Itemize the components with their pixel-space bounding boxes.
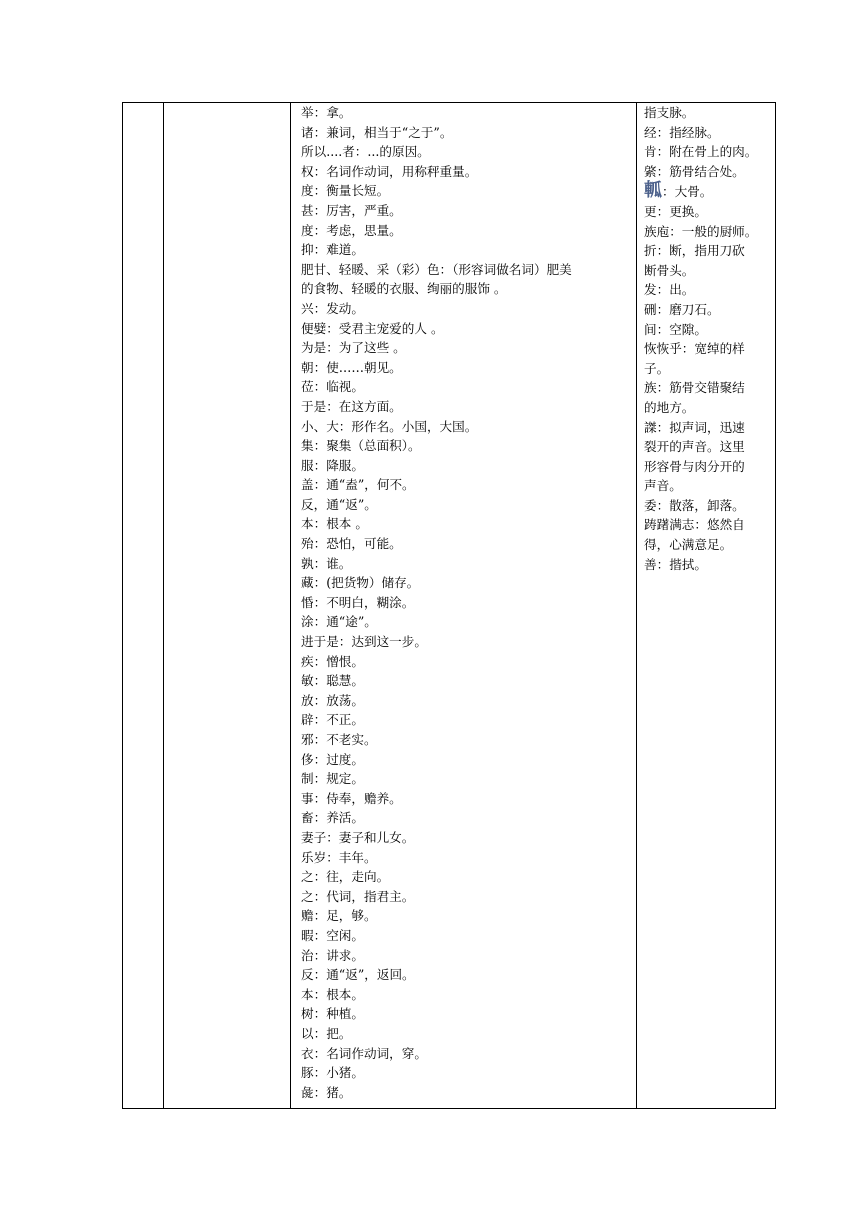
- annotation-line: 莅：临视。: [301, 379, 364, 395]
- annotation-line: 敏：聪慧。: [301, 673, 364, 689]
- annotation-line: 暇：空闲。: [301, 927, 364, 943]
- annotation-line: 进于是：达到这一步。: [301, 634, 427, 650]
- annotation-line: 藏：(把货物）储存。: [301, 575, 420, 591]
- annotation-column-main: [291, 103, 641, 1102]
- annotation-line: 謋：拟声词，迅速: [644, 419, 745, 435]
- annotation-line: 更：更换。: [644, 203, 707, 219]
- annotation-line: 小、大：形作名。小国，大国。: [301, 418, 478, 434]
- annotation-line: 涂：通“途”。: [301, 614, 377, 630]
- annotation-line: 之：往，走向。: [301, 869, 390, 885]
- annotation-line: 硎：磨刀石。: [644, 301, 720, 317]
- annotation-line: 肥甘、轻暖、采（彩）色：（形容词做名词）肥美: [301, 261, 572, 277]
- gu-definition: ：大骨。: [662, 184, 713, 200]
- annotation-line: 所以....者：...的原因。: [301, 144, 430, 160]
- annotation-line: 恢恢乎：宽绰的样: [644, 341, 745, 357]
- annotation-line: 事：侍奉，赡养。: [301, 790, 402, 806]
- annotation-line: 折：断，指用刀砍: [644, 243, 745, 259]
- annotation-line: 得，心满意足。: [644, 537, 733, 553]
- annotation-line: 惛：不明白，糊涂。: [301, 594, 415, 610]
- annotation-line: 指支脉。: [644, 105, 695, 120]
- annotation-line: 族：筋骨交错聚结: [644, 380, 745, 396]
- annotation-line: 裂开的声音。这里: [644, 439, 745, 455]
- annotation-line: 踌躇满志：悠然自: [644, 517, 745, 533]
- annotation-line: 乐岁：丰年。: [301, 849, 377, 865]
- annotation-line: 权：名词作动词，用称秤重量。: [301, 163, 478, 179]
- annotation-line: 肯：附在骨上的肉。: [644, 144, 758, 160]
- annotation-column-side: [637, 103, 776, 574]
- annotation-line: 盖：通“盍”，何不。: [301, 477, 415, 493]
- annotation-line: 赡：足，够。: [301, 908, 377, 924]
- annotation-line: 畜：养活。: [301, 810, 364, 826]
- annotation-line: 抑：难道。: [301, 242, 364, 258]
- annotation-line: 兴：发动。: [301, 300, 364, 316]
- annotation-line: 放：放荡。: [301, 692, 364, 708]
- column-divider: [163, 103, 164, 1108]
- annotation-line: 度：衡量长短。: [301, 183, 390, 199]
- annotation-line: 为是：为了这些 。: [301, 340, 406, 356]
- annotation-line: 经：指经脉。: [644, 124, 720, 140]
- annotation-line: 形容骨与肉分开的: [644, 458, 745, 474]
- annotation-line: 朝：使……朝见。: [301, 359, 402, 375]
- annotation-line: 妻子：妻子和儿女。: [301, 829, 415, 845]
- annotation-line: 间：空隙。: [644, 321, 707, 337]
- annotation-line: 殆：恐怕，可能。: [301, 536, 402, 552]
- annotation-line: 本：根本 。: [301, 516, 368, 532]
- annotation-line: 子。: [644, 360, 670, 376]
- annotation-line: 断骨头。: [644, 262, 695, 278]
- annotation-line: 便嬖：受君主宠爱的人 。: [301, 320, 444, 336]
- annotation-line: 服：降服。: [301, 457, 364, 473]
- annotation-line: 邪：不老实。: [301, 732, 377, 747]
- annotation-line: 的食物、轻暖的衣服、绚丽的服饰 。: [301, 281, 507, 297]
- annotation-line: 甚：厉害，严重。: [301, 202, 402, 218]
- annotation-line: 豚：小猪。: [301, 1065, 364, 1081]
- annotation-line: 彘：猪。: [301, 1084, 352, 1100]
- annotation-line: 树：种植。: [301, 1006, 364, 1022]
- annotation-line: 治：讲求。: [301, 947, 364, 963]
- annotation-line: 委：散落，卸落。: [644, 497, 745, 513]
- annotation-line: 辟：不正。: [301, 712, 364, 728]
- annotation-line: 之：代词，指君主。: [301, 888, 415, 904]
- annotation-line: 侈：过度。: [301, 751, 364, 767]
- annotation-line: 反：通“返”，返回。: [301, 967, 415, 983]
- annotation-line: 度：考虑，思量。: [301, 222, 402, 238]
- annotation-line: 制：规定。: [301, 771, 364, 787]
- annotation-line: 举：拿。: [301, 105, 352, 120]
- annotation-line: 孰：谁。: [301, 555, 352, 571]
- annotation-line: 的地方。: [644, 399, 695, 415]
- annotation-line: 诸：兼词，相当于“之于”。: [301, 124, 453, 140]
- annotation-line: 反，通“返”。: [301, 496, 377, 512]
- vocabulary-table: [122, 102, 776, 1109]
- gu-character: 軱: [644, 180, 662, 202]
- annotation-line: 以：把。: [301, 1025, 352, 1041]
- annotation-line: 疾：憎恨。: [301, 653, 364, 669]
- annotation-line: 声音。: [644, 478, 682, 494]
- annotation-line: 綮：筋骨结合处。: [644, 163, 745, 179]
- annotation-line: 于是：在这方面。: [301, 398, 402, 414]
- annotation-line: 集：聚集（总面积）。: [301, 438, 421, 454]
- annotation-line: 族庖：一般的厨师。: [644, 223, 758, 239]
- annotation-line: 发：出。: [644, 282, 695, 298]
- annotation-line: 衣：名词作动词，穿。: [301, 1045, 427, 1061]
- annotation-line: 本：根本。: [301, 986, 364, 1002]
- annotation-line: [644, 181, 776, 202]
- annotation-line: 善：揩拭。: [644, 556, 707, 572]
